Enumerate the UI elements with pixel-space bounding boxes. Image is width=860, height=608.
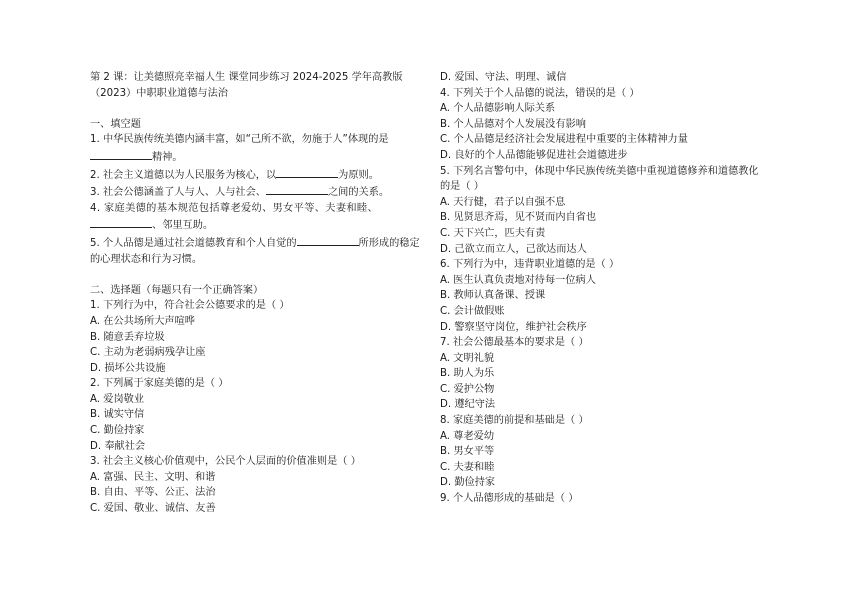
option-a[interactable]: A. 爱岗敬业 [90, 393, 145, 405]
option-c[interactable]: C. 天下兴亡，匹夫有责 [440, 227, 546, 239]
choice-question-1 [90, 298, 422, 376]
option-b[interactable]: B. 见贤思齐焉，见不贤而内自省也 [440, 212, 597, 224]
option-a[interactable]: A. 在公共场所大声喧哗 [90, 315, 195, 327]
option-c[interactable]: C. 爱国、敬业、诚信、友善 [90, 503, 216, 515]
question-stem: 5. 下列名言警句中，体现中华民族传统美德中重视道德修养和道德教化 [440, 165, 759, 177]
option-c[interactable]: C. 个人品德是经济社会发展进程中重要的主体精神力量 [440, 134, 688, 146]
section-heading-fill-in: 一、填空题 [90, 118, 141, 130]
fill-question-2: 2. 社会主义道德以为人民服务为核心，以 为原则。 [90, 166, 422, 184]
question-stem: 7. 社会公德最基本的要求是（ ） [440, 337, 589, 349]
choice-question-2 [90, 376, 422, 454]
fill-question-3: 3. 社会公德涵盖了人与人、人与社会、 之间的关系。 [90, 183, 422, 201]
choice-question-4 [440, 86, 775, 164]
section-heading-choice: 二、选择题（每题只有一个正确答案） [90, 284, 264, 296]
option-c[interactable]: C. 爱护公物 [440, 383, 495, 395]
option-c[interactable]: C. 勤俭持家 [90, 425, 145, 437]
choice-question-8 [440, 413, 775, 491]
option-d[interactable]: D. 爱国、守法、明理、诚信 [440, 72, 567, 83]
question-stem: 6. 下列行为中，违背职业道德的是（ ） [440, 259, 620, 271]
choice-question-7 [440, 335, 775, 413]
choice-question-5 [440, 164, 775, 258]
option-c[interactable]: C. 夫妻和睦 [440, 461, 495, 473]
answer-blank[interactable] [90, 216, 152, 228]
question-stem: 3. 社会主义核心价值观中，公民个人层面的价值准则是（ ） [90, 456, 361, 468]
choice-question-6 [440, 257, 775, 335]
fill-question-5: 5. 个人品德是通过社会道德教育和个人自觉的 所形成的稳定的心理状态和行为习惯。 [90, 234, 422, 267]
answer-blank[interactable] [297, 234, 359, 246]
option-a[interactable]: A. 富强、民主、文明、和谐 [90, 471, 216, 483]
option-d[interactable]: D. 奉献社会 [90, 440, 146, 452]
option-a[interactable]: A. 天行健，君子以自强不息 [440, 196, 566, 208]
question-stem: 2. 下列属于家庭美德的是（ ） [90, 378, 229, 390]
choice-question-9 [440, 491, 775, 507]
option-d[interactable]: D. 损坏公共设施 [90, 362, 166, 374]
doc-title-line-2: （2023）中职职业道德与法治 [90, 87, 228, 99]
fill-question-4: 4. 家庭美德的基本规范包括尊老爱幼、男女平等、夫妻和睦、 、邻里互助。 [90, 202, 378, 232]
option-c[interactable]: C. 主动为老弱病残孕让座 [90, 347, 206, 359]
option-b[interactable]: B. 教师认真备课、授课 [440, 290, 546, 302]
option-b[interactable]: B. 诚实守信 [90, 409, 145, 421]
choice-question-3 [90, 454, 422, 516]
option-a[interactable]: A. 尊老爱幼 [440, 430, 495, 442]
question-stem: 8. 家庭美德的前提和基础是（ ） [440, 415, 589, 427]
question-stem: 9. 个人品德形成的基础是（ ） [440, 493, 579, 505]
question-stem: 4. 下列关于个人品德的说法，错误的是（ ） [440, 87, 640, 99]
option-a[interactable]: A. 文明礼貌 [440, 352, 495, 364]
option-c[interactable]: C. 会计做假账 [440, 305, 505, 317]
option-b[interactable]: B. 自由、平等、公正、法治 [90, 487, 216, 499]
answer-blank[interactable] [276, 166, 338, 178]
option-d[interactable]: D. 警察坚守岗位，维护社会秩序 [440, 321, 587, 333]
option-d[interactable]: D. 勤俭持家 [440, 477, 496, 489]
answer-blank[interactable] [266, 183, 328, 195]
option-a[interactable]: A. 医生认真负责地对待每一位病人 [440, 274, 596, 286]
answer-blank[interactable] [90, 148, 152, 160]
option-d[interactable]: D. 己欲立而立人，己欲达而达人 [440, 243, 587, 255]
option-b[interactable]: B. 助人为乐 [440, 368, 495, 380]
right-column [440, 70, 775, 507]
option-d[interactable]: D. 良好的个人品德能够促进社会道德进步 [440, 149, 628, 161]
fill-question-1: 1. 中华民族传统美德内涵丰富，如“己所不欲，勿施于人”体现的是 精神。 [90, 134, 389, 163]
left-column [90, 70, 422, 517]
option-a[interactable]: A. 个人品德影响人际关系 [440, 103, 556, 115]
question-stem: 1. 下列行为中，符合社会公德要求的是（ ） [90, 300, 290, 312]
option-d[interactable]: D. 遵纪守法 [440, 399, 496, 411]
doc-title-line-1: 第 2 课：让美德照亮幸福人生 课堂同步练习 2024-2025 学年高教版 [90, 72, 403, 83]
option-b[interactable]: B. 随意丢弃垃圾 [90, 331, 165, 343]
option-b[interactable]: B. 男女平等 [440, 446, 495, 458]
option-b[interactable]: B. 个人品德对个人发展没有影响 [440, 118, 586, 130]
question-stem-cont: 的是（ ） [440, 181, 484, 193]
